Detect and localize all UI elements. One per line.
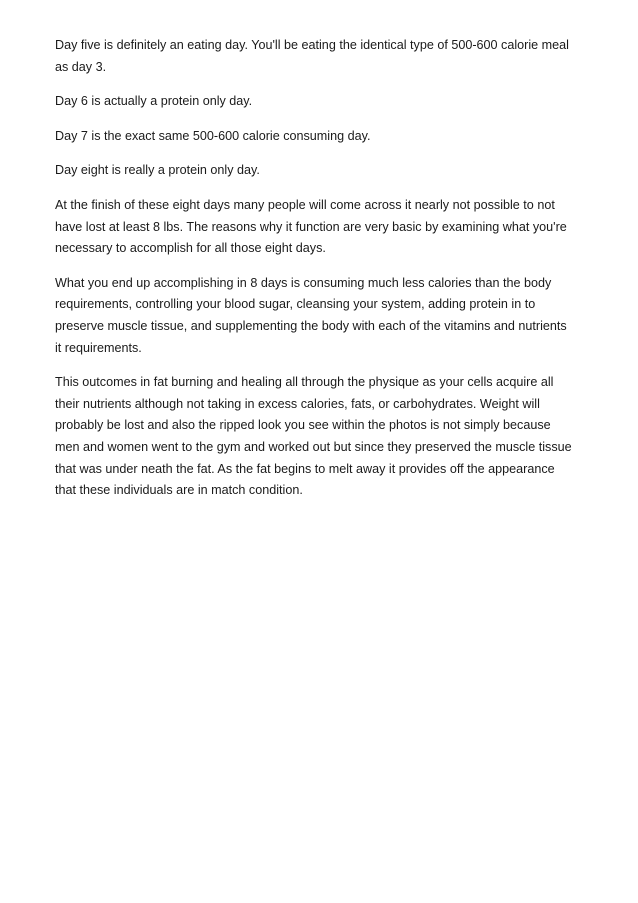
document-body [55, 35, 595, 515]
paragraph-day-eight [55, 160, 595, 182]
text-line: it requirements. [55, 340, 142, 355]
text-line: preserve muscle tissue, and supplementing the body with each of the vitamins and nutrients [55, 318, 567, 333]
text-line: Day five is definitely an eating day. You'll be eating the identical type of 500-600 calorie meal [55, 38, 569, 52]
text-line: necessary to accomplish for all those eight days. [55, 241, 326, 256]
text-line: At the finish of these eight days many people will come across it nearly not possible to not [55, 197, 555, 212]
text-line: men and women went to the gym and worked out but since they preserved the muscle tissue [55, 439, 572, 454]
text-line: What you end up accomplishing in 8 days is consuming much less calories than the body [55, 275, 552, 290]
text-line: Day 7 is the exact same 500-600 calorie consuming day. [55, 128, 371, 143]
text-line: probably be lost and also the ripped look you see within the photos is not simply because [55, 418, 551, 433]
text-line: requirements, controlling your blood sugar, cleansing your system, adding protein in to [55, 297, 536, 312]
text-line: This outcomes in fat burning and healing all through the physique as your cells acquire all [55, 375, 554, 390]
text-line: that was under neath the fat. As the fat begins to melt away it provides off the appearance [55, 461, 555, 476]
text-line: Day 6 is actually a protein only day. [55, 94, 253, 109]
paragraph-day-seven [55, 126, 595, 148]
text-line: their nutrients although not taking in excess calories, fats, or carbohydrates. Weight will [55, 396, 540, 411]
text-line: that these individuals are in match condition. [55, 483, 303, 498]
paragraph-finish [55, 195, 595, 260]
text-line: have lost at least 8 lbs. The reasons why it function are very basic by examining what you're [55, 219, 567, 234]
text-line: as day 3. [55, 59, 107, 74]
paragraph-day-six [55, 91, 595, 113]
text-line: Day eight is really a protein only day. [55, 163, 260, 178]
paragraph-day-five [55, 35, 595, 78]
paragraph-accomplishing [55, 273, 595, 359]
paragraph-outcomes [55, 372, 595, 502]
